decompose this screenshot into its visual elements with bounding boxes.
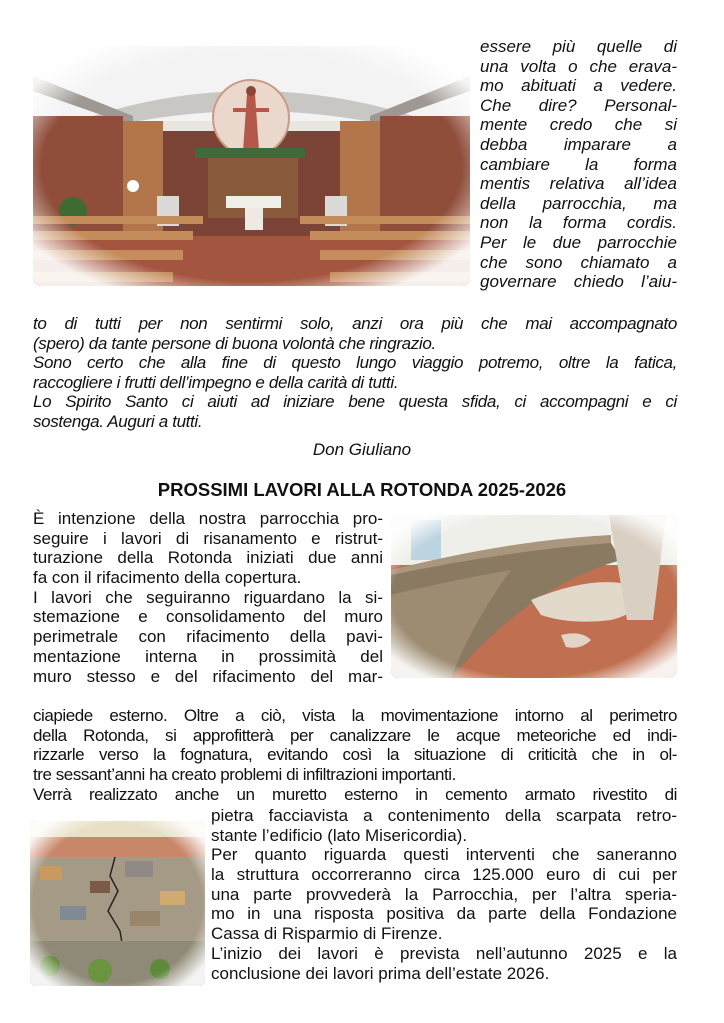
text-line: raccogliere i frutti dell’impegno e della carità di tutti. bbox=[33, 372, 399, 392]
text-line: della parrocchia, ma bbox=[480, 193, 677, 213]
text-line: della Rotonda, si approfitterà per canalizzare le acque meteoriche ed indi- bbox=[33, 725, 677, 745]
text-line: mo abituati a vedere. bbox=[480, 76, 677, 96]
text-line: mentazione interna in prossimità del bbox=[33, 646, 383, 666]
text-line: muro stesso e del rifacimento del mar- bbox=[33, 666, 383, 686]
text-line: sostenga. Auguri a tutti. bbox=[33, 411, 203, 431]
text-line: pietra facciavista a contenimento della scarpata retro- bbox=[211, 806, 677, 825]
text-line: essere più quelle di bbox=[480, 37, 677, 56]
letter-full-width-text bbox=[33, 314, 677, 432]
text-line: seguire i lavori di risanamento e ristrut- bbox=[33, 528, 383, 548]
text-line: È intenzione della nostra parrocchia pro- bbox=[33, 509, 383, 528]
text-line: turazione della Rotonda iniziati due anni bbox=[33, 548, 383, 568]
letter-right-column bbox=[480, 37, 677, 292]
text-line: L’inizio dei lavori è prevista nell’autunno 2025 e la bbox=[211, 943, 677, 963]
text-line: stante l’edificio (lato Misericordia). bbox=[211, 825, 468, 845]
article-full-width-text bbox=[33, 706, 677, 804]
text-line: tre sessant’anni ha creato problemi di infiltrazioni importanti. bbox=[33, 765, 456, 785]
text-line: Cassa di Risparmio di Firenze. bbox=[211, 924, 443, 944]
text-line: mentis relativa all’idea bbox=[480, 174, 677, 194]
cracked-wall-photo bbox=[30, 821, 205, 986]
text-line: governare chiedo l’aiu- bbox=[480, 272, 677, 292]
text-line: conclusione dei lavori prima dell’estate 2026. bbox=[211, 963, 550, 983]
signature: Don Giuliano bbox=[312, 440, 412, 459]
article-left-column bbox=[33, 509, 383, 686]
text-line: Per quanto riguarda questi interventi che saneranno bbox=[211, 845, 677, 865]
text-line: to di tutti per non sentirmi solo, anzi ora più che mai accompagnato bbox=[33, 314, 677, 333]
text-line: Lo Spirito Santo ci aiuti ad iniziare bene questa sfida, ci accompagni e ci bbox=[33, 392, 677, 412]
article-right-column bbox=[211, 806, 677, 983]
text-line: che sono chiamato a bbox=[480, 252, 677, 272]
rotonda-wall-photo bbox=[391, 515, 677, 678]
text-line: Che dire? Personal- bbox=[480, 95, 677, 115]
text-line: (spero) da tante persone di buona volontà che ringrazio. bbox=[33, 333, 436, 353]
text-line: fa con il rifacimento della copertura. bbox=[33, 568, 302, 588]
text-line: I lavori che seguiranno riguardano la si- bbox=[33, 587, 383, 607]
text-line: non la forma cordis. bbox=[480, 213, 677, 233]
text-line: cambiare la forma bbox=[480, 154, 677, 174]
text-line: Verrà realizzato anche un muretto esterno in cemento armato rivestito di bbox=[33, 784, 677, 804]
text-line: una parte provvederà la Parrocchia, per l’altra speria- bbox=[211, 884, 677, 904]
text-line: debba imparare a bbox=[480, 134, 677, 154]
text-line: una volta o che erava- bbox=[480, 56, 677, 76]
text-line: stemazione e consolidamento del muro bbox=[33, 607, 383, 627]
text-line: perimetrale con rifacimento della pavi- bbox=[33, 627, 383, 647]
text-line: Per le due parrocchie bbox=[480, 232, 677, 252]
church-interior-photo bbox=[33, 46, 470, 286]
text-line: rizzarle verso la fognatura, evitando così la situazione di criticità che in ol- bbox=[33, 745, 677, 765]
article-title: PROSSIMI LAVORI ALLA ROTONDA 2025-2026 bbox=[157, 479, 567, 500]
text-line: la struttura occorreranno circa 125.000 euro di cui per bbox=[211, 865, 677, 885]
text-line: mo in una risposta positiva da parte della Fondazione bbox=[211, 904, 677, 924]
text-line: ciapiede esterno. Oltre a ciò, vista la movimentazione intorno al perimetro bbox=[33, 706, 677, 725]
text-line: mente credo che si bbox=[480, 115, 677, 135]
text-line: Sono certo che alla fine di questo lungo viaggio potremo, oltre la fatica, bbox=[33, 353, 677, 373]
